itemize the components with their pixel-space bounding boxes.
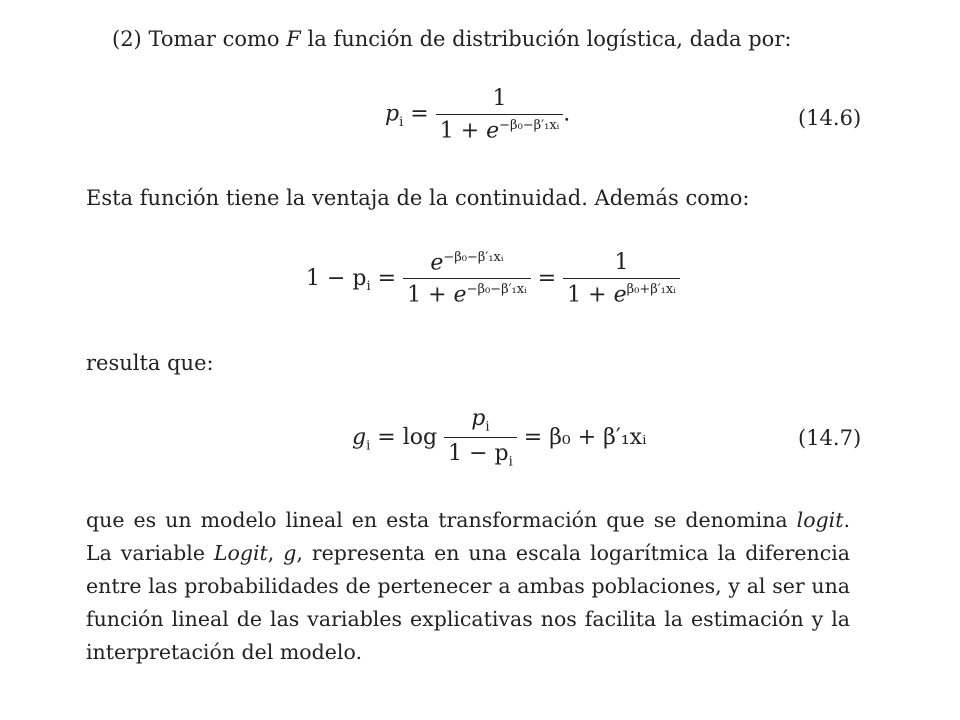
paragraph-3 — [86, 504, 850, 669]
eq3-fraction — [444, 406, 517, 470]
eq1-exponent: −β₀−β′₁xᵢ — [499, 118, 560, 133]
item-label: (2) — [112, 27, 142, 51]
equation-1-minus-p: $1 - p_i$ = $\frac{e^{-\beta_0-\beta'_1xᵢ}}{1 + e^{-\beta_0-\beta'_1xᵢ}}$ = $\frac{1}{1 + e^{\beta_0+\beta'_1xᵢ}}$ — [306, 250, 680, 308]
eq1-numerator: 1 — [492, 86, 507, 111]
eq2-den2-prefix: 1 + — [567, 282, 614, 308]
paragraph-2: resulta que: — [86, 351, 214, 375]
equation-number-14-7: (14.7) — [798, 426, 862, 450]
eq2-den1-prefix: 1 + — [407, 282, 454, 308]
eq1-fraction — [436, 86, 564, 143]
eq3-den: 1 − p — [448, 441, 509, 467]
variable-g: g — [283, 541, 297, 565]
eq1-lhs-sub: i — [399, 115, 404, 131]
eq2-lhs-sub: i — [366, 279, 371, 295]
eq2-denominator-2: $1 + e^{\beta_0+\beta'_1xᵢ}$ — [563, 278, 680, 307]
equation-14-6: $p_i$ = $\frac{1}{1 + e^{-\beta_0-\beta'_1xᵢ}}$ . — [385, 86, 571, 144]
eq2-numerator-1: $e^{-\beta_0-\beta'_1xᵢ}$ — [430, 250, 504, 276]
eq3-den-sub: i — [508, 454, 513, 470]
eq1-lhs: p — [385, 101, 400, 127]
equation-14-7: $g_i = \log$ $\frac{p_i}{1 - p_i}$ = β₀ + β′₁xᵢ — [352, 406, 647, 470]
para3-text-3: , — [267, 541, 284, 565]
eq2-den1-exponent: −β₀−β′₁xᵢ — [466, 282, 527, 298]
eq1-den-prefix: 1 + — [439, 118, 487, 144]
eq3-rhs: β₀ + β′₁xᵢ — [549, 424, 647, 450]
eq2-lhs: 1 − p — [306, 265, 367, 291]
eq2-denominator-1: $1 + e^{-\beta_0-\beta'_1xᵢ}$ — [403, 278, 531, 307]
para3-text-2: . La variable — [86, 508, 850, 565]
eq3-numerator — [444, 406, 517, 437]
eq3-denominator — [444, 437, 517, 469]
equation-number-14-6: (14.6) — [798, 106, 862, 130]
intro-text-before: Tomar como — [148, 27, 280, 51]
eq2-num1-exponent: −β₀−β′₁xᵢ — [443, 250, 504, 265]
eq1-suffix: . — [563, 101, 571, 127]
eq3-num-sub: i — [485, 419, 490, 435]
eq2-numerator-2: 1 — [614, 250, 629, 276]
eq2-fraction-2 — [563, 250, 680, 307]
eq1-denominator: $1 + e^{-\beta_0-\beta'_1xᵢ}$ — [436, 114, 564, 143]
eq2-fraction-1 — [403, 250, 531, 308]
paragraph-1: Esta función tiene la ventaja de la continuidad. Además como: — [86, 186, 750, 210]
eq3-lhs-sub: i — [366, 438, 371, 454]
intro-line — [112, 27, 791, 51]
eq3-lhs: g — [352, 424, 367, 450]
eq2-den2-exponent: β₀+β′₁xᵢ — [626, 282, 676, 298]
para3-text-4: , representa en una escala logarítmica la diferencia entre las probabilidades de pertenecer a ambas poblaciones, y al ser una función lineal de las variables explicativas nos facilita la estimación y la interpretación del modelo. — [86, 541, 850, 664]
term-logit: logit — [796, 508, 844, 532]
para3-text-1: que es un modelo lineal en esta transformación que se denomina — [86, 508, 797, 532]
eq3-log: log — [402, 424, 438, 450]
intro-text-after: la función de distribución logística, dada por: — [307, 27, 792, 51]
eq3-num-p: p — [471, 406, 486, 431]
variable-F: F — [286, 27, 301, 51]
term-Logit: Logit — [213, 541, 268, 565]
